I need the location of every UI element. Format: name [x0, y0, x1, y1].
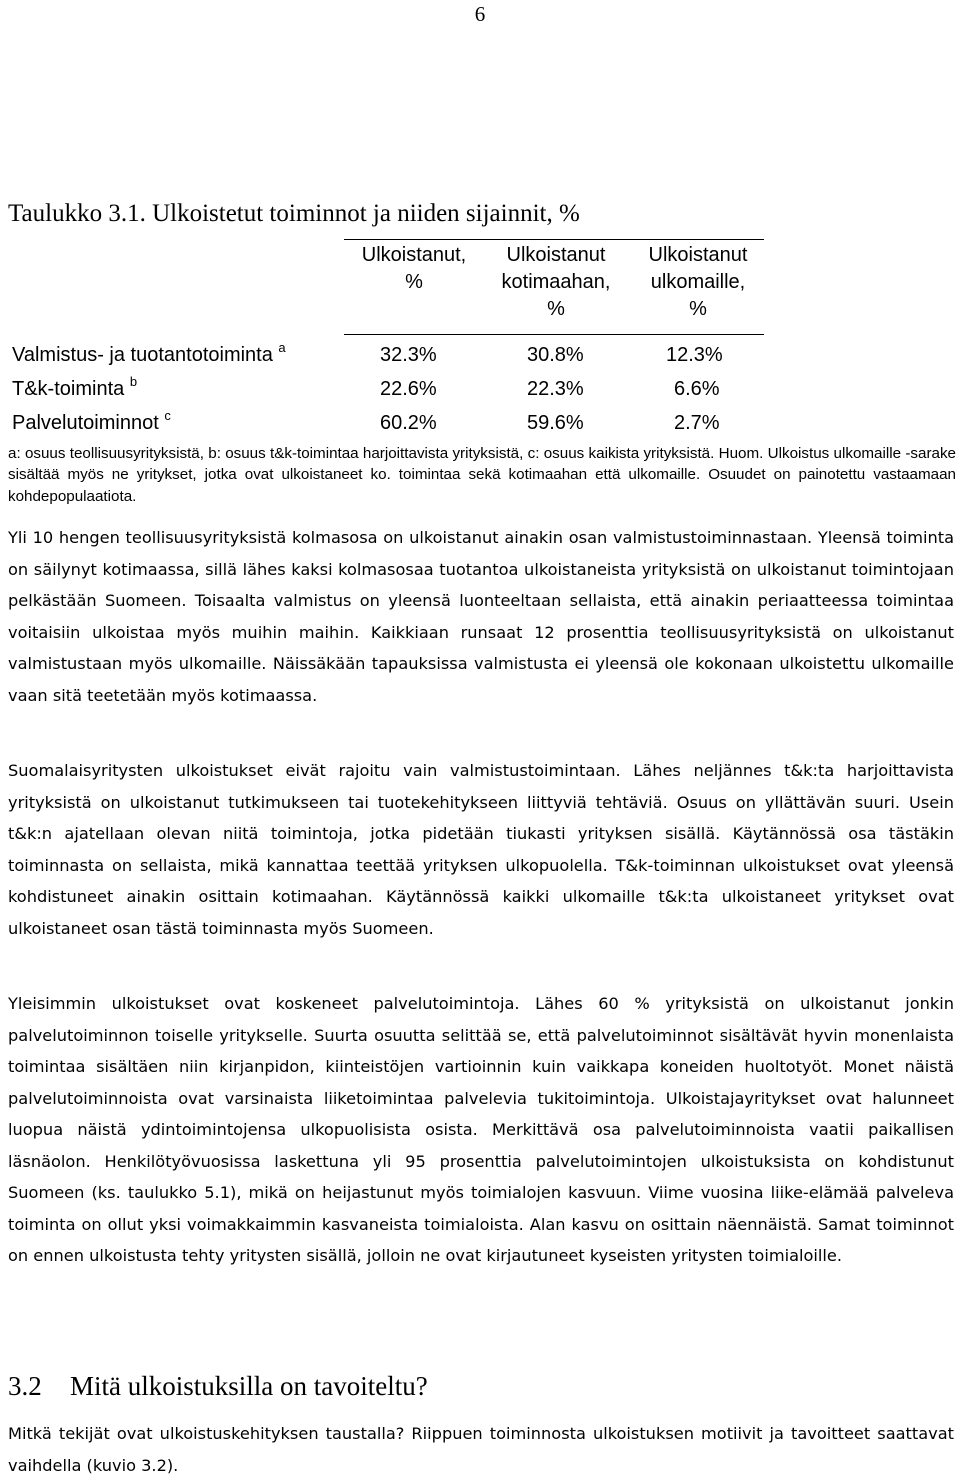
row-label-rnd: T&k-toiminta $^b$	[12, 374, 138, 400]
table-title: Taulukko 3.1. Ulkoistetut toiminnot ja niiden sijainnit, %	[8, 200, 580, 227]
cell-rnd-abroad: 6.6%	[674, 378, 720, 400]
table-top-rule	[344, 239, 764, 240]
row-label-services: Palvelutoiminnot $^c$	[12, 408, 171, 434]
cell-manufacturing-outsourced: 32.3%	[380, 344, 437, 366]
cell-services-domestic: 59.6%	[527, 412, 584, 434]
page-number: 6	[474, 2, 486, 26]
cell-services-outsourced: 60.2%	[380, 412, 437, 434]
column-header-outsourced: Ulkoistanut, %	[361, 244, 467, 293]
column-header-domestic: Ulkoistanut kotimaahan, %	[501, 244, 611, 320]
section-heading	[8, 1371, 428, 1402]
table-header-rule	[344, 334, 764, 335]
cell-manufacturing-domestic: 30.8%	[527, 344, 584, 366]
cell-rnd-outsourced: 22.6%	[380, 378, 437, 400]
row-label-manufacturing: Valmistus- ja tuotantotoiminta $^a$	[12, 340, 286, 366]
cell-services-abroad: 2.7%	[674, 412, 720, 434]
paragraph-services: Yleisimmin ulkoistukset ovat koskeneet palvelutoimintoja. Lähes 60 % yrityksistä on ulkoistanut jonkin palvelutoiminnon toiselle yritykselle. Suurta osuutta selittää se, että palvelutoiminnot sisältävät hyvin monenlaista toimintaa sisältäen niin kirjanpidon, kiinteistöjen vartioinnin kuin vaikkapa koneiden huoltotyöt. Monet näistä palvelutoiminnoista ovat varsinaista liiketoimintaa palvelevia tukitoimintoja. Ulkoistajayritykset ovat halunneet luopua näistä ydintoimintojensa ulkopuolisista osista. Merkittävä osa palvelutoiminnoista vaatii paikallisen läsnäolon. Henkilötyövuosissa laskettuna yli 95 prosenttia palvelutoimintojen ulkoistuksista on kohdistunut Suomeen (ks. taulukko 5.1), mikä on heijastunut myös toimialojen kasvuun. Viime vuosina liike-elämää palveleva toiminta on ollut yksi voimakkaimmin kasvaneista toimialoista. Alan kasvu on osittain näennäistä. Samat toiminnot on ennen ulkoistusta tehty yritysten sisällä, jolloin ne ovat kirjautuneet kyseisten yritysten toimialoille.	[8, 994, 954, 1265]
paragraph-manufacturing: Yli 10 hengen teollisuusyrityksistä kolmasosa on ulkoistanut ainakin osan valmistustoiminnastaan. Yleensä toiminta on säilynyt kotimaassa, sillä lähes kaksi kolmasosaa tuotantoa ulkoistaneista yrityksistä on ulkoistanut toimintojaan pelkästään Suomeen. Toisaalta valmistus on yleensä luonteeltaan sellaista, että ainakin periaatteessa toimintaa voitaisiin ulkoistaa myös muihin maihin. Kaikkiaan runsaat 12 prosenttia teollisuusyrityksistä on ulkoistanut valmistustaan myös ulkomaille. Näissäkään tapauksissa valmistusta ei yleensä ole kokonaan ulkoistettu ulkomaille vaan sitä teetetään myös kotimaassa.	[8, 528, 954, 705]
section-title: Mitä ulkoistuksilla on tavoiteltu?	[70, 1371, 428, 1401]
table-note: a: osuus teollisuusyrityksistä, b: osuus t&k-toimintaa harjoittavista yrityksistä, c: osuus kaikista yrityksistä. Huom. Ulkoistus ulkomaille -sarake sisältää myös ne yritykset, jotka ovat ulkoistaneet ko. toimintaa sekä kotimaahan että ulkomaille. Osuudet on painotettu vastaamaan kohdepopulaatiota.	[8, 445, 956, 505]
cell-manufacturing-abroad: 12.3%	[666, 344, 723, 366]
paragraph-motives: Mitkä tekijät ovat ulkoistuskehityksen taustalla? Riippuen toiminnosta ulkoistuksen motiivit ja tavoitteet saattavat vaihdella (kuvio 3.2).	[8, 1424, 954, 1475]
cell-rnd-domestic: 22.3%	[527, 378, 584, 400]
column-header-abroad: Ulkoistanut ulkomaille, %	[648, 244, 748, 320]
paragraph-rnd: Suomalaisyritysten ulkoistukset eivät rajoitu vain valmistustoimintaan. Lähes neljännes t&k:ta harjoittavista yrityksistä on ulkoistanut tutkimukseen tai tuotekehitykseen liittyviä tehtäviä. Osuus on yllättävän suuri. Usein t&k:n ajatellaan olevan niitä toimintoja, jotka pidetään tiukasti yrityksen sisällä. Käytännössä osa tästäkin toiminnasta on sellaista, mikä kannattaa teettää yrityksen ulkopuolella. T&k-toiminnan ulkoistukset ovat yleensä kohdistuneet ainakin osittain kotimaahan. Käytännössä kaikki ulkomaille t&k:ta ulkoistaneet yritykset ovat ulkoistaneet osan tästä toiminnasta myös Suomeen.	[8, 761, 954, 938]
section-number: 3.2	[8, 1371, 42, 1401]
